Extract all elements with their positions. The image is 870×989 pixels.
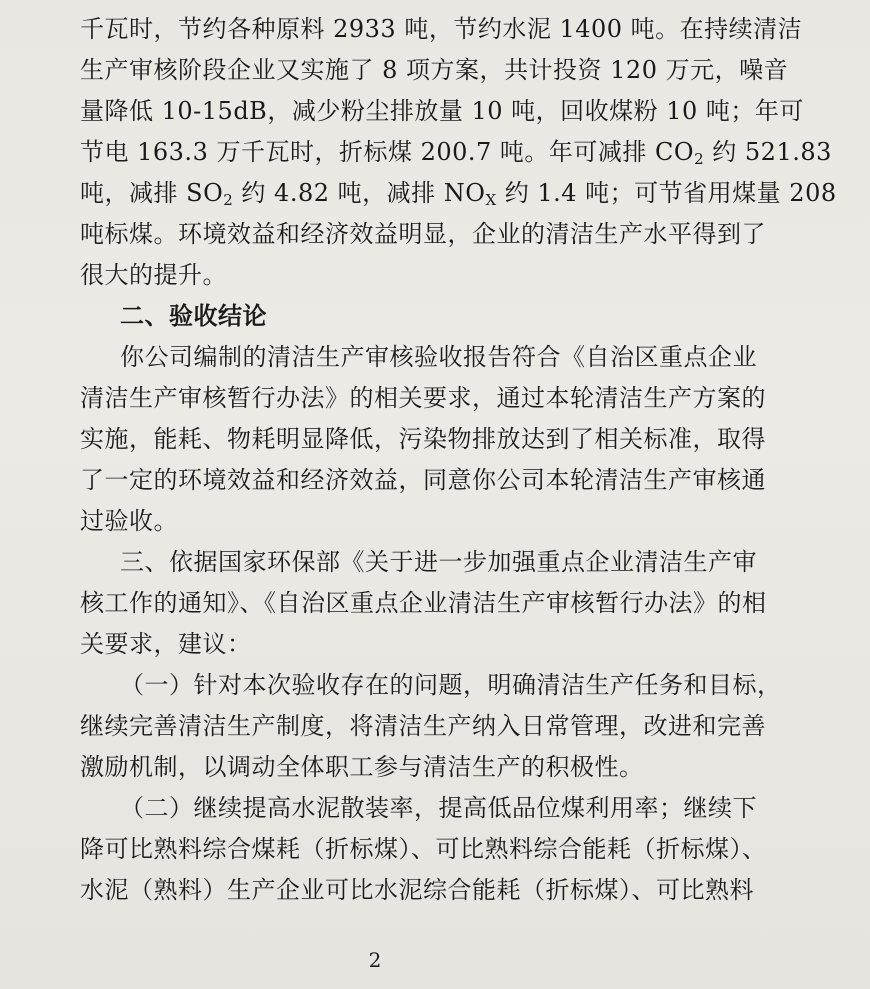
text-line: 继续完善清洁生产制度，将清洁生产纳入日常管理，改进和完善 xyxy=(80,712,766,740)
list-item: （二）继续提高水泥散装率，提高低品位煤利用率；继续下 xyxy=(120,794,757,822)
text-line xyxy=(80,176,837,217)
subscript: 2 xyxy=(694,150,705,168)
text-segment: 约 1.4 吨；可节省用煤量 208 xyxy=(496,179,837,207)
text-line: 水泥（熟料）生产企业可比水泥综合能耗（折标煤）、可比熟料 xyxy=(80,876,754,904)
text-line: 关要求，建议： xyxy=(80,630,252,658)
subscript: X xyxy=(485,191,497,209)
text-line: 了一定的环境效益和经济效益，同意你公司本轮清洁生产审核通 xyxy=(80,466,766,494)
text-line: 量降低 10-15dB，减少粉尘排放量 10 吨，回收煤粉 10 吨；年可 xyxy=(80,97,804,125)
text-line: 吨标煤。环境效益和经济效益明显，企业的清洁生产水平得到了 xyxy=(80,220,766,248)
subscript: 2 xyxy=(223,191,234,209)
text-segment: 约 4.82 吨，减排 NO xyxy=(233,179,486,207)
text-line: 生产审核阶段企业又实施了 8 项方案，共计投资 120 万元，噪音 xyxy=(80,56,789,84)
page-number: 2 xyxy=(368,948,382,972)
text-line: 过验收。 xyxy=(80,507,178,535)
section-heading: 三、依据国家环保部《关于进一步加强重点企业清洁生产审 xyxy=(120,548,757,576)
text-line: 实施，能耗、物耗明显降低，污染物排放达到了相关标准，取得 xyxy=(80,425,766,453)
text-line xyxy=(80,135,830,176)
text-line: 千瓦时，节约各种原料 2933 吨，节约水泥 1400 吨。在持续清洁 xyxy=(80,15,803,43)
text-segment: 吨，减排 SO xyxy=(80,179,224,207)
text-line: 激励机制，以调动全体职工参与清洁生产的积极性。 xyxy=(80,753,644,781)
text-line: 核工作的通知》、《自治区重点企业清洁生产审核暂行办法》的相 xyxy=(80,589,767,617)
list-item: （一）针对本次验收存在的问题，明确清洁生产任务和目标， xyxy=(120,671,782,699)
text-line: 清洁生产审核暂行办法》的相关要求，通过本轮清洁生产方案的 xyxy=(80,384,766,412)
text-segment: 节电 163.3 万千瓦时，折标煤 200.7 吨。年可减排 CO xyxy=(80,138,695,166)
section-heading: 二、验收结论 xyxy=(120,301,267,330)
text-segment: 约 521.83 xyxy=(704,138,832,166)
text-line: 你公司编制的清洁生产审核验收报告符合《自治区重点企业 xyxy=(120,343,757,371)
text-line: 很大的提升。 xyxy=(80,261,227,289)
text-line: 降可比熟料综合煤耗（折标煤）、可比熟料综合能耗（折标煤）、 xyxy=(80,835,767,863)
